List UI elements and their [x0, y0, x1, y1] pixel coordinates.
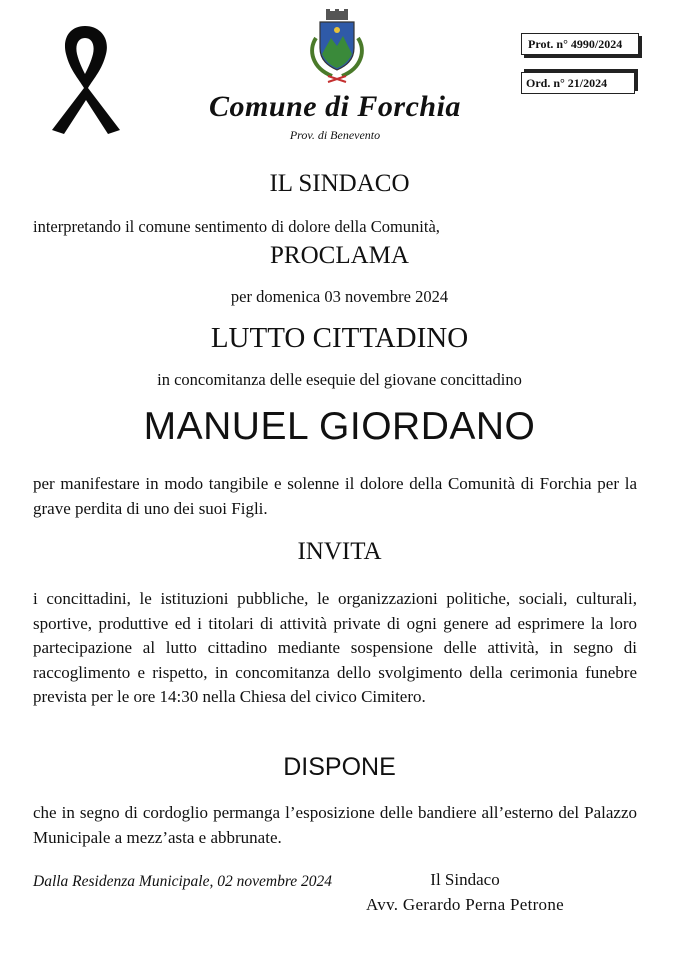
invita-heading: INVITA [297, 538, 382, 565]
paragraph-purpose: per manifestare in modo tangibile e solenne il dolore della Comunità di Forchia per la grave perdita di uno dei suoi Figli. [33, 474, 637, 518]
dispone-heading: DISPONE [283, 753, 396, 781]
paragraph-disposition: che in segno di cordoglio permanga l’esposizione delle bandiere all’esterno del Palazzo Municipale a mezz’asta e abbrunate. [33, 803, 637, 847]
mourning-ribbon-icon [40, 18, 130, 136]
ordinance-number-box: Ord. n° 21/2024 [521, 72, 635, 94]
sindaco-heading: IL SINDACO [269, 170, 410, 197]
date-line: per domenica 03 novembre 2024 [230, 287, 449, 306]
intro-line: interpretando il comune sentimento di dolore della Comunità, [33, 217, 440, 236]
paragraph-invitation: i concittadini, le istituzioni pubbliche, le organizzazioni politiche, sociali, culturali, sportive, produttive ed i titolari di attività private di ogni genere ad esprimere la loro partecipazione al lutto cittadino mediante sospensione delle attività, in segno di raccoglimento e rispetto, in concomitanza dello svolgimento della cerimonia funebre prevista per le ore 14:30 nella Chiesa del civico Cimitero. [33, 589, 637, 706]
concomitanza-line: in concomitanza delle esequie del giovane concittadino [157, 370, 522, 389]
signature-title: Il Sindaco [430, 870, 500, 889]
municipal-crest-icon [298, 8, 376, 88]
lutto-heading: LUTTO CITTADINO [210, 322, 469, 354]
province-name: Prov. di Benevento [289, 128, 381, 142]
municipality-name: Comune di Forchia [209, 90, 461, 123]
deceased-name: MANUEL GIORDANO [143, 405, 536, 448]
proclama-heading: PROCLAMA [270, 242, 409, 269]
signature-name: Avv. Gerardo Perna Petrone [365, 895, 565, 914]
place-and-date: Dalla Residenza Municipale, 02 novembre 2024 [33, 873, 333, 890]
protocol-number-box: Prot. n° 4990/2024 [521, 33, 639, 55]
